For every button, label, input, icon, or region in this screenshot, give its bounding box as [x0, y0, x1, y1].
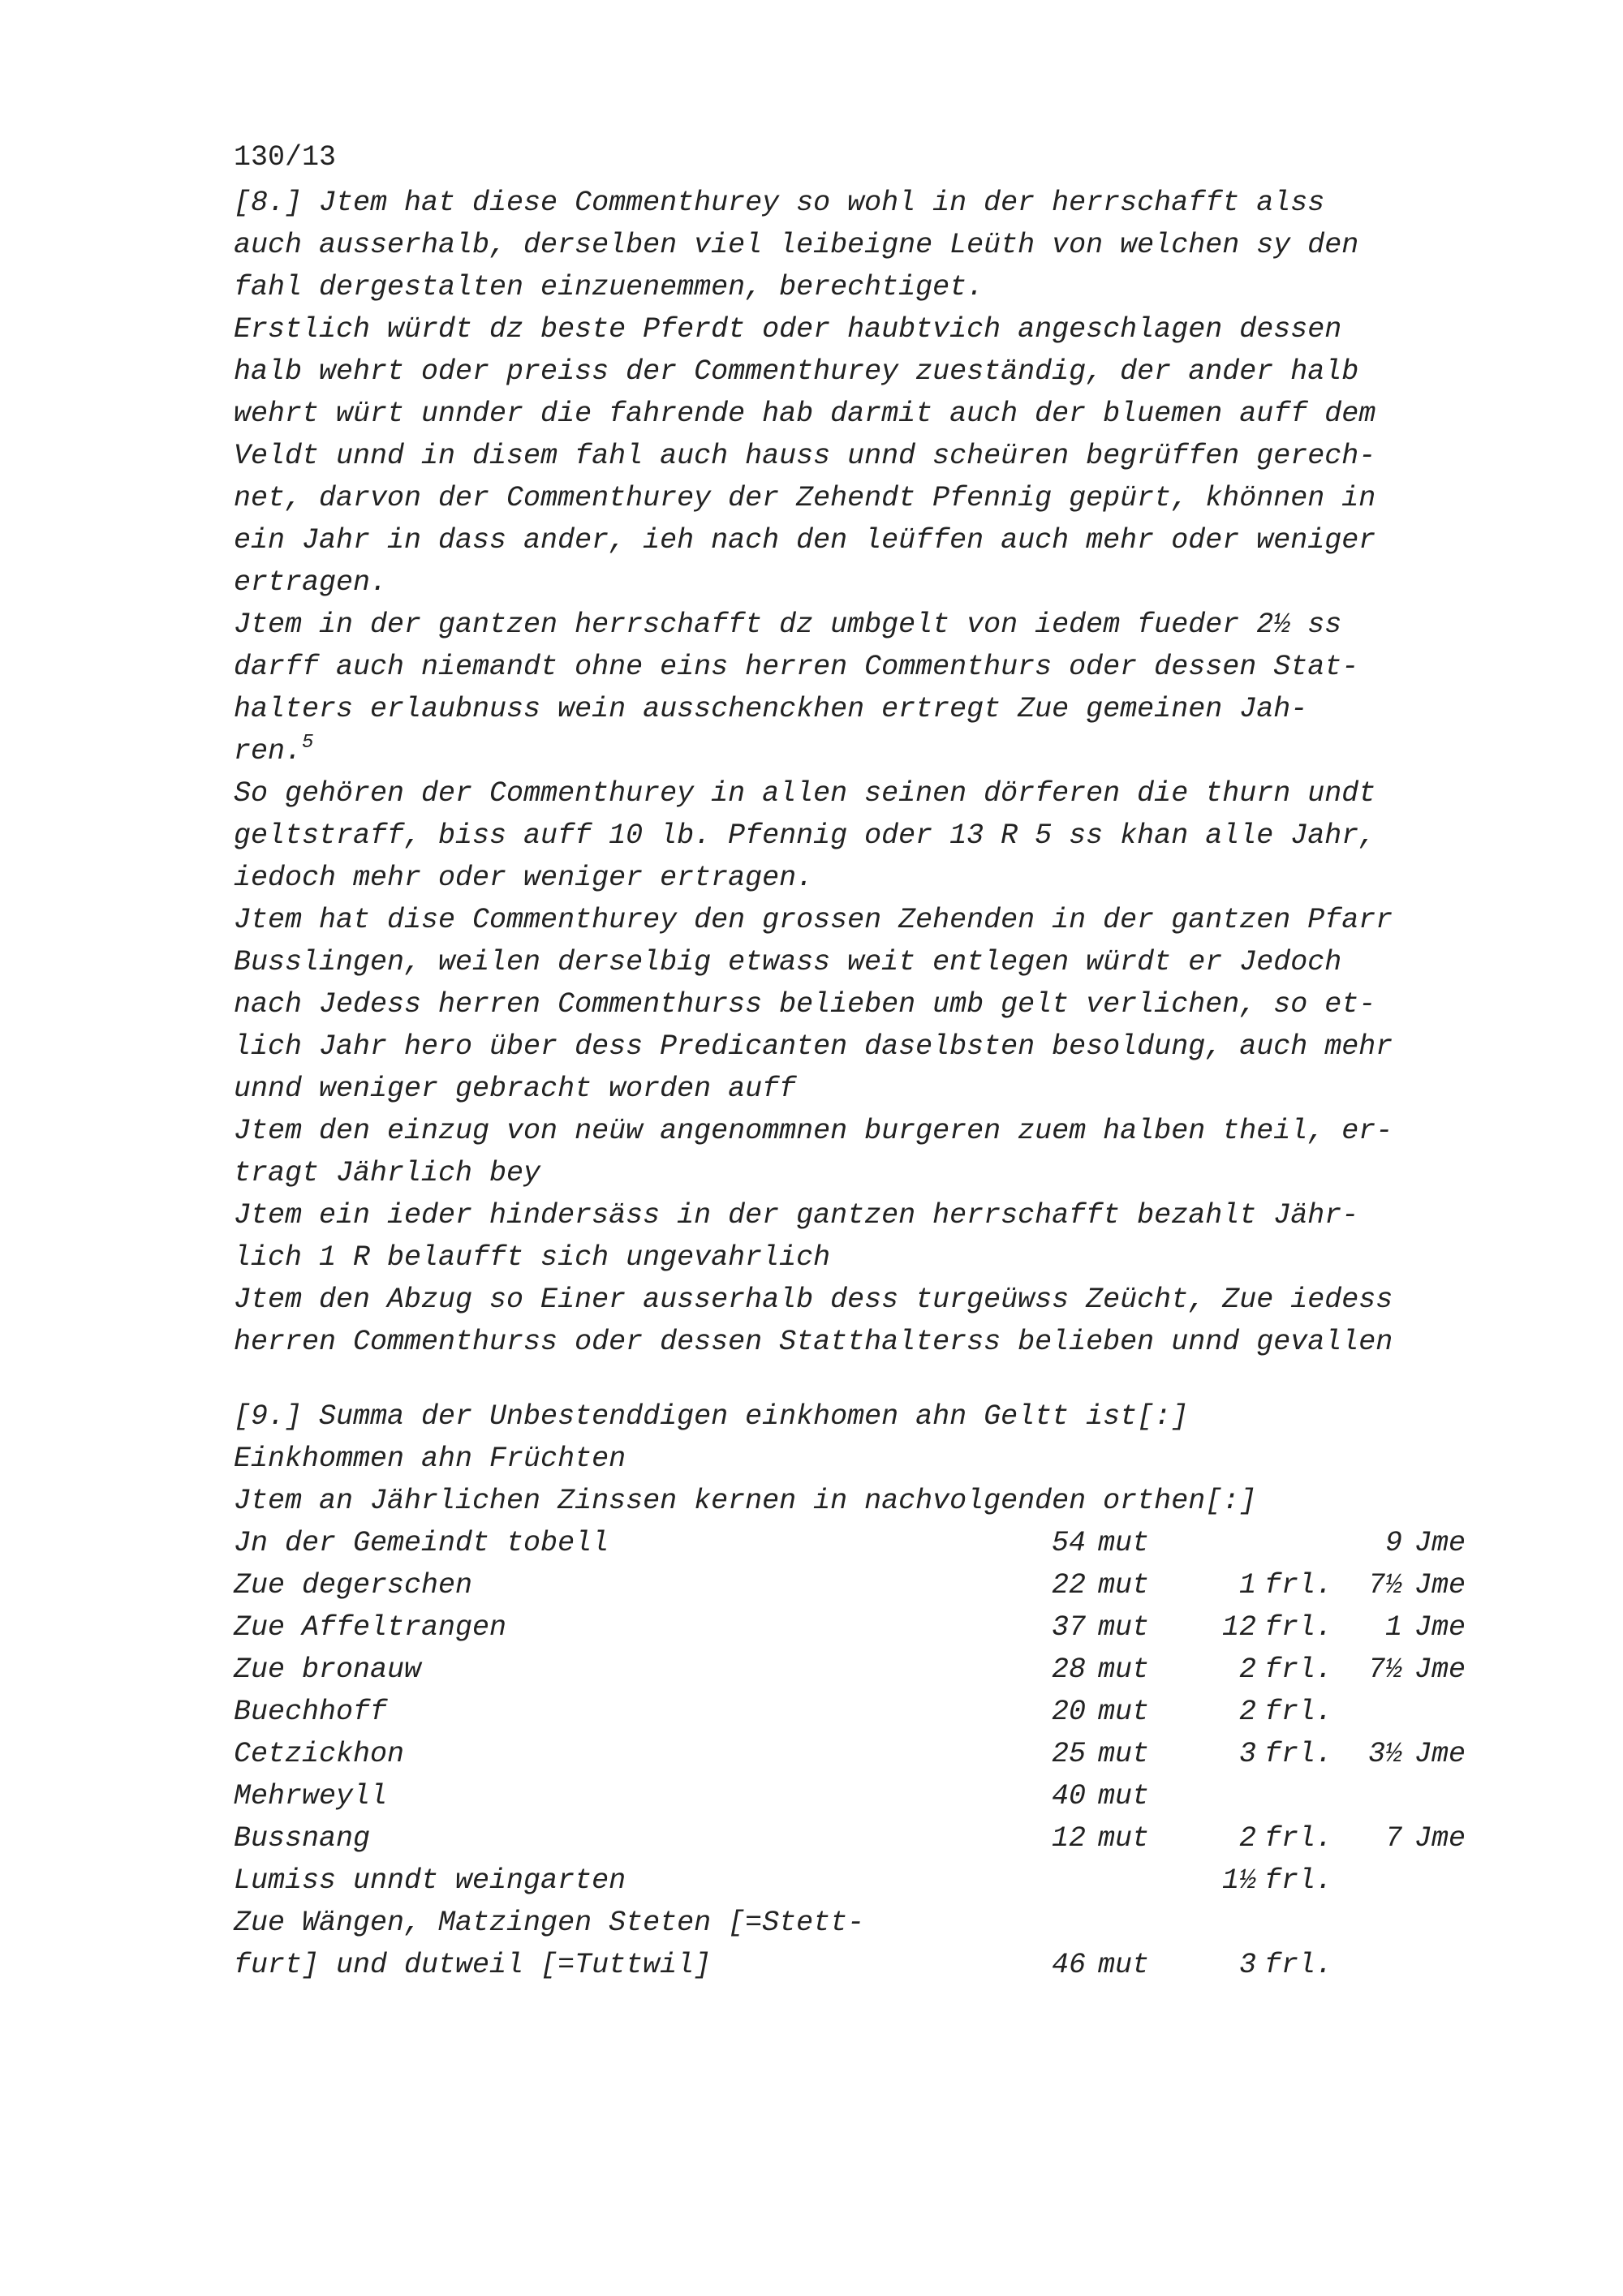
page-number: 130/13: [234, 141, 337, 174]
table-row: [234, 1733, 1500, 1775]
text-line: herren Commenthurss oder dessen Statthalterss belieben unnd gevallen: [234, 1326, 1393, 1358]
frl-unit: frl.: [1264, 1949, 1333, 1981]
jme-unit: Jme: [1414, 1653, 1466, 1686]
text-line: lich Jahr hero über dess Predicanten daselbsten besoldung, auch mehr: [234, 1030, 1393, 1063]
place-name: furt] und dutweil [=Tuttwil]: [234, 1949, 712, 1981]
jme-value: 7½: [1367, 1569, 1402, 1602]
mut-unit: mut: [1098, 1822, 1150, 1855]
text-line: Jtem den Abzug so Einer ausserhalb dess turgeüwss Zeücht, Zue iedess: [234, 1283, 1393, 1316]
mut-value: 12: [1051, 1822, 1086, 1855]
text-line: So gehören der Commenthurey in allen seinen dörferen die thurn undt: [234, 777, 1376, 810]
frl-unit: frl.: [1264, 1822, 1333, 1855]
mut-unit: mut: [1098, 1611, 1150, 1644]
mut-unit: mut: [1098, 1949, 1150, 1981]
jme-unit: Jme: [1414, 1611, 1466, 1644]
text-line: Einkhommen ahn Früchten: [234, 1443, 626, 1475]
text-line-footnoted: [234, 730, 1500, 772]
table-row: [234, 1817, 1500, 1860]
place-name: Zue bronauw: [234, 1653, 422, 1686]
text-line: halters erlaubnuss wein ausschenckhen ertregt Zue gemeinen Jah-: [234, 693, 1308, 725]
text-line: Erstlich würdt dz beste Pferdt oder haubtvich angeschlagen dessen: [234, 313, 1342, 346]
text-line: Veldt unnd in disem fahl auch hauss unnd scheüren begrüffen gerech-: [234, 440, 1376, 472]
place-name: Zue Affeltrangen: [234, 1611, 507, 1644]
mut-unit: mut: [1098, 1696, 1150, 1728]
mut-unit: mut: [1098, 1738, 1150, 1770]
jme-value: 7: [1384, 1822, 1402, 1855]
text-line: halb wehrt oder preiss der Commenthurey zueständig, der ander halb: [234, 355, 1359, 388]
text-line: Jtem hat dise Commenthurey den grossen Zehenden in der gantzen Pfarr: [234, 904, 1393, 936]
frl-value: 1½: [1221, 1864, 1256, 1897]
mut-value: 40: [1051, 1780, 1086, 1812]
mut-value: 25: [1051, 1738, 1086, 1770]
frl-unit: frl.: [1264, 1696, 1333, 1728]
mut-value: 20: [1051, 1696, 1086, 1728]
table-row: [234, 1691, 1500, 1733]
mut-value: 46: [1051, 1949, 1086, 1981]
jme-unit: Jme: [1414, 1569, 1466, 1602]
footnote-marker: 5: [302, 732, 314, 754]
frl-unit: frl.: [1264, 1864, 1333, 1897]
text-line: fahl dergestalten einzuenemmen, berechtiget.: [234, 271, 984, 303]
table-row: [234, 1522, 1500, 1564]
table-row: [234, 1606, 1500, 1649]
text-line: ein Jahr in dass ander, ieh nach den leüffen auch mehr oder weniger: [234, 524, 1376, 557]
table-row: [234, 1902, 1500, 1944]
jme-unit: Jme: [1414, 1822, 1466, 1855]
place-name: Zue degerschen: [234, 1569, 473, 1602]
text-line: lich 1 R belaufft sich ungevahrlich: [234, 1241, 831, 1274]
place-name: Mehrweyll: [234, 1780, 388, 1812]
text-line: nach Jedess herren Commenthurss belieben umb gelt verlichen, so et-: [234, 988, 1376, 1021]
jme-unit: Jme: [1414, 1527, 1466, 1559]
grain-income-table: [234, 1522, 1500, 1986]
text-line: Jtem ein ieder hindersäss in der gantzen herrschafft bezahlt Jähr-: [234, 1199, 1359, 1232]
text-line: Busslingen, weilen derselbig etwass weit entlegen würdt er Jedoch: [234, 946, 1342, 978]
mut-value: 22: [1051, 1569, 1086, 1602]
text-line: unnd weniger gebracht worden auff: [234, 1073, 797, 1105]
text-line: tragt Jährlich bey: [234, 1157, 541, 1189]
frl-unit: frl.: [1264, 1611, 1333, 1644]
table-row: [234, 1564, 1500, 1606]
place-name: Jn der Gemeindt tobell: [234, 1527, 609, 1559]
mut-unit: mut: [1098, 1653, 1150, 1686]
mut-value: 37: [1051, 1611, 1086, 1644]
table-row: [234, 1649, 1500, 1691]
text-line: darff auch niemandt ohne eins herren Commenthurs oder dessen Stat-: [234, 651, 1359, 683]
section-8-text-continued: [234, 772, 1500, 1363]
frl-value: 2: [1238, 1653, 1256, 1686]
frl-unit: frl.: [1264, 1653, 1333, 1686]
text-line: iedoch mehr oder weniger ertragen.: [234, 862, 814, 894]
jme-value: 3½: [1367, 1738, 1402, 1770]
text-line: Jtem an Jährlichen Zinssen kernen in nachvolgenden orthen[:]: [234, 1485, 1257, 1517]
text-line: [8.] Jtem hat diese Commenthurey so wohl in der herrschafft alss: [234, 187, 1325, 219]
table-row: [234, 1775, 1500, 1817]
text-line: Jtem in der gantzen herrschafft dz umbgelt von iedem fueder 2½ ss: [234, 608, 1342, 641]
place-name: Buechhoff: [234, 1696, 388, 1728]
frl-value: 3: [1238, 1949, 1256, 1981]
table-row: [234, 1944, 1500, 1986]
section-9-text: [234, 1395, 1500, 1522]
frl-value: 2: [1238, 1696, 1256, 1728]
text-line: geltstraff, biss auff 10 lb. Pfennig oder 13 R 5 ss khan alle Jahr,: [234, 819, 1376, 852]
text-line: Jtem den einzug von neüw angenommnen burgeren zuem halben theil, er-: [234, 1115, 1393, 1147]
frl-unit: frl.: [1264, 1569, 1333, 1602]
text-line: ertragen.: [234, 566, 388, 599]
jme-unit: Jme: [1414, 1738, 1466, 1770]
frl-unit: frl.: [1264, 1738, 1333, 1770]
mut-unit: mut: [1098, 1569, 1150, 1602]
place-name: Cetzickhon: [234, 1738, 405, 1770]
table-row: [234, 1860, 1500, 1902]
text-line: auch ausserhalb, derselben viel leibeigne Leüth von welchen sy den: [234, 229, 1359, 261]
text-line: net, darvon der Commenthurey der Zehendt Pfennig gepürt, khönnen in: [234, 482, 1376, 514]
frl-value: 2: [1238, 1822, 1256, 1855]
paragraph-gap: [234, 1363, 1500, 1395]
section-8-text: [234, 182, 1500, 730]
mut-unit: mut: [1098, 1780, 1150, 1812]
text-line: ren.: [234, 735, 303, 767]
place-name: Bussnang: [234, 1822, 371, 1855]
text-line: wehrt würt unnder die fahrende hab darmit auch der bluemen auff dem: [234, 398, 1376, 430]
document-page: [234, 136, 1500, 1986]
frl-value: 3: [1238, 1738, 1256, 1770]
jme-value: 7½: [1367, 1653, 1402, 1686]
place-name: Zue Wängen, Matzingen Steten [=Stett-: [234, 1907, 865, 1939]
mut-unit: mut: [1098, 1527, 1150, 1559]
text-line: [9.] Summa der Unbestenddigen einkhomen ahn Geltt ist[:]: [234, 1400, 1189, 1433]
mut-value: 28: [1051, 1653, 1086, 1686]
place-name: Lumiss unndt weingarten: [234, 1864, 626, 1897]
mut-value: 54: [1051, 1527, 1086, 1559]
frl-value: 1: [1238, 1569, 1256, 1602]
frl-value: 12: [1221, 1611, 1256, 1644]
jme-value: 9: [1384, 1527, 1402, 1559]
jme-value: 1: [1384, 1611, 1402, 1644]
